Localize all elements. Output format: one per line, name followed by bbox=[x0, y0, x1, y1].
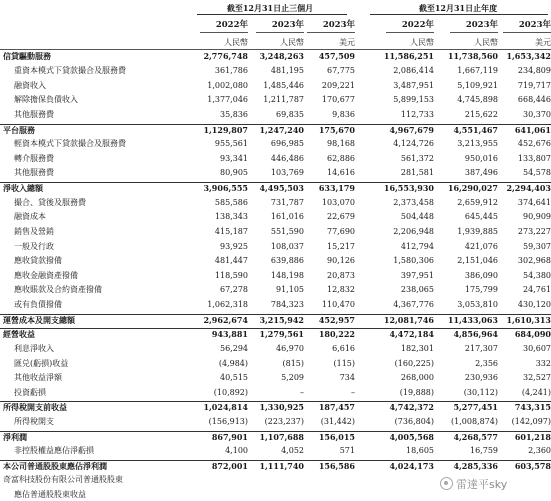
row-value: 90,126 bbox=[327, 256, 355, 266]
year-rule-1 bbox=[256, 32, 304, 33]
row-label: 運營成本及開支總額 bbox=[3, 314, 75, 325]
table-row bbox=[0, 314, 551, 327]
row-value: (4,241) bbox=[521, 387, 551, 397]
row-value: 217,307 bbox=[464, 343, 498, 353]
table-row bbox=[0, 416, 551, 428]
table-row bbox=[0, 460, 551, 473]
year-rule-0 bbox=[200, 32, 248, 33]
row-value: 1,610,313 bbox=[506, 314, 551, 325]
row-label: 奇富科技股份有限公司普通股股東 bbox=[3, 475, 123, 485]
row-value: 11,586,251 bbox=[383, 50, 434, 61]
row-value: 4,052 bbox=[281, 446, 304, 456]
year-rule-5 bbox=[503, 32, 551, 33]
row-value: 641,061 bbox=[514, 124, 551, 135]
row-value: 6,616 bbox=[332, 343, 355, 353]
row-value: (30,112) bbox=[463, 387, 498, 397]
row-value: 2,360 bbox=[528, 446, 551, 456]
row-value: 16,553,930 bbox=[383, 183, 434, 194]
row-value: 3,215,942 bbox=[259, 314, 304, 325]
row-value: 2,206,948 bbox=[393, 226, 434, 236]
row-value: 62,886 bbox=[327, 153, 355, 163]
table-row bbox=[0, 358, 551, 370]
row-label: 非控股權益應佔淨虧損 bbox=[14, 446, 94, 456]
row-value: 950,016 bbox=[464, 153, 498, 163]
row-label: 應佔普通股股東收益 bbox=[14, 490, 86, 500]
year-header-2: 2023年 bbox=[322, 20, 355, 30]
row-value: 1,129,807 bbox=[203, 124, 248, 135]
row-value: 1,653,342 bbox=[506, 50, 551, 61]
row-value: 2,659,912 bbox=[457, 197, 498, 207]
row-value: 209,221 bbox=[321, 80, 355, 90]
table-row bbox=[0, 94, 551, 106]
table-row bbox=[0, 109, 551, 121]
row-value: 22,679 bbox=[327, 212, 355, 222]
row-value: 273,227 bbox=[517, 226, 551, 236]
table-row bbox=[0, 328, 551, 341]
row-value: (223,237) bbox=[264, 417, 304, 426]
row-value: 1,002,080 bbox=[207, 80, 248, 90]
row-value: 4,495,503 bbox=[259, 183, 304, 194]
row-value: 40,515 bbox=[220, 373, 248, 383]
table-row bbox=[0, 153, 551, 165]
row-value: 98,168 bbox=[327, 139, 355, 149]
table-row bbox=[0, 65, 551, 77]
row-value: 4,472,184 bbox=[389, 329, 434, 340]
table-row bbox=[0, 167, 551, 179]
row-value: 1,107,688 bbox=[259, 431, 304, 442]
row-value: 645,445 bbox=[464, 212, 498, 222]
row-value: 9,836 bbox=[332, 109, 355, 119]
row-value: 734 bbox=[339, 373, 355, 383]
row-value: 138,343 bbox=[214, 212, 248, 222]
table-row bbox=[0, 51, 551, 63]
row-value: 452,957 bbox=[318, 314, 355, 325]
row-value: 268,000 bbox=[400, 373, 434, 383]
row-value: 18,605 bbox=[406, 446, 434, 456]
row-value: 481,195 bbox=[270, 66, 304, 76]
row-value: 955,561 bbox=[214, 139, 248, 149]
row-value: 2,151,046 bbox=[457, 256, 498, 266]
row-value: 5,899,153 bbox=[393, 95, 434, 105]
row-label: 所得稅開支 bbox=[14, 417, 54, 426]
row-value: (4,984) bbox=[218, 358, 248, 368]
row-label: 淨收入總額 bbox=[3, 183, 43, 194]
row-label: 所得稅開支前收益 bbox=[3, 402, 67, 413]
group-header-year: 截至12月31日止年度 bbox=[418, 3, 498, 13]
row-value: 4,268,577 bbox=[453, 431, 498, 442]
row-value: 67,278 bbox=[220, 285, 248, 295]
row-value: 551,590 bbox=[270, 226, 304, 236]
row-label: 融資收入 bbox=[14, 80, 46, 90]
row-value: 332 bbox=[535, 358, 551, 368]
row-value: (10,892) bbox=[213, 387, 248, 397]
row-value: 719,717 bbox=[517, 80, 551, 90]
currency-header-0: 人民幣 bbox=[224, 38, 248, 47]
row-value: 1,111,740 bbox=[259, 460, 304, 471]
row-value: 421,076 bbox=[464, 241, 498, 251]
year-rule-4 bbox=[450, 32, 498, 33]
row-label: 或有負債撥備 bbox=[14, 300, 62, 310]
table-row bbox=[0, 431, 551, 444]
row-value: 182,301 bbox=[400, 343, 434, 353]
row-value: 175,670 bbox=[318, 124, 355, 135]
row-value: 230,936 bbox=[464, 373, 498, 383]
table-row bbox=[0, 387, 551, 399]
row-value: 2,294,403 bbox=[506, 183, 551, 194]
table-row bbox=[0, 124, 551, 137]
row-value: 11,433,063 bbox=[447, 314, 498, 325]
row-value: 387,496 bbox=[464, 168, 498, 178]
table-row bbox=[0, 182, 551, 195]
row-value: 20,873 bbox=[327, 270, 355, 280]
row-value: 281,581 bbox=[400, 168, 434, 178]
row-value: 1,377,046 bbox=[207, 95, 248, 105]
row-value: 234,809 bbox=[517, 66, 551, 76]
table-row bbox=[0, 226, 551, 238]
row-value: 4,967,679 bbox=[389, 124, 434, 135]
row-value: 133,807 bbox=[517, 153, 551, 163]
row-value: – bbox=[351, 387, 355, 397]
row-value: 4,100 bbox=[225, 446, 248, 456]
row-value: (31,442) bbox=[320, 417, 355, 426]
row-value: 784,323 bbox=[270, 300, 304, 310]
row-value: 16,290,027 bbox=[447, 183, 498, 194]
row-value: 2,776,748 bbox=[203, 50, 248, 61]
row-value: 148,198 bbox=[270, 270, 304, 280]
row-label: 融資成本 bbox=[14, 212, 46, 222]
row-value: 1,580,306 bbox=[393, 256, 434, 266]
row-value: 5,109,921 bbox=[457, 80, 498, 90]
table-row bbox=[0, 270, 551, 282]
row-value: 4,745,898 bbox=[457, 95, 498, 105]
row-value: (19,888) bbox=[399, 387, 434, 397]
group-rule-year bbox=[370, 14, 548, 15]
row-value: – bbox=[300, 387, 304, 397]
year-rule-2 bbox=[307, 32, 355, 33]
watermark bbox=[440, 476, 507, 492]
row-value: 93,925 bbox=[220, 241, 248, 251]
currency-header-4: 人民幣 bbox=[474, 38, 498, 47]
year-rule-3 bbox=[386, 32, 434, 33]
row-value: 175,799 bbox=[464, 285, 498, 295]
row-value: 2,356 bbox=[475, 358, 498, 368]
row-label: 平台服務 bbox=[3, 124, 35, 135]
row-value: 684,090 bbox=[514, 329, 551, 340]
row-label: 撮合、貸後及服務費 bbox=[14, 197, 86, 207]
row-value: 2,086,414 bbox=[393, 66, 434, 76]
row-value: (1,008,874) bbox=[451, 417, 498, 426]
group-header-quarter: 截至12月31日止三個月 bbox=[226, 3, 314, 13]
year-header-5: 2023年 bbox=[518, 20, 551, 30]
row-label: 利息淨收入 bbox=[14, 343, 54, 353]
table-row bbox=[0, 255, 551, 267]
table-row bbox=[0, 401, 551, 414]
row-value: 11,738,560 bbox=[447, 50, 498, 61]
table-row bbox=[0, 197, 551, 209]
currency-header-1: 人民幣 bbox=[280, 38, 304, 47]
row-value: 156,586 bbox=[318, 460, 355, 471]
year-header-4: 2023年 bbox=[465, 20, 498, 30]
row-value: 103,070 bbox=[321, 197, 355, 207]
table-row bbox=[0, 372, 551, 384]
row-value: 103,769 bbox=[270, 168, 304, 178]
row-value: 446,486 bbox=[270, 153, 304, 163]
row-value: 872,001 bbox=[211, 460, 248, 471]
row-label: 銷售及營銷 bbox=[14, 226, 54, 236]
table-row bbox=[0, 284, 551, 296]
row-value: 3,213,955 bbox=[457, 139, 498, 149]
row-value: 867,901 bbox=[211, 431, 248, 442]
row-value: 4,742,372 bbox=[389, 402, 434, 413]
row-value: 3,906,555 bbox=[203, 183, 248, 194]
weibo-logo-icon bbox=[440, 477, 453, 490]
row-value: 1,024,814 bbox=[203, 402, 248, 413]
year-header-0: 2022年 bbox=[215, 20, 248, 30]
row-value: 4,285,336 bbox=[453, 460, 498, 471]
row-value: 603,578 bbox=[514, 460, 551, 471]
row-value: 3,053,810 bbox=[457, 300, 498, 310]
row-value: 585,586 bbox=[214, 197, 248, 207]
row-value: 156,015 bbox=[318, 431, 355, 442]
row-value: 302,968 bbox=[517, 256, 551, 266]
row-value: 215,622 bbox=[464, 109, 498, 119]
row-value: 1,279,561 bbox=[259, 329, 304, 340]
row-value: 170,677 bbox=[321, 95, 355, 105]
row-value: 4,024,173 bbox=[389, 460, 434, 471]
row-value: (142,097) bbox=[511, 417, 551, 426]
row-value: 571 bbox=[339, 446, 355, 456]
row-label: 轉介服務費 bbox=[14, 153, 54, 163]
row-value: 112,733 bbox=[400, 109, 434, 119]
row-value: 91,105 bbox=[276, 285, 304, 295]
row-value: 4,367,776 bbox=[393, 300, 434, 310]
row-value: 668,446 bbox=[517, 95, 551, 105]
row-value: 374,641 bbox=[517, 197, 551, 207]
row-label: 其他收益淨額 bbox=[14, 373, 62, 383]
row-value: 46,970 bbox=[276, 343, 304, 353]
row-value: 743,315 bbox=[514, 402, 551, 413]
row-value: 54,578 bbox=[523, 168, 551, 178]
row-value: 430,120 bbox=[517, 300, 551, 310]
row-value: 415,187 bbox=[214, 226, 248, 236]
row-label: 重資本模式下貸款撮合及服務費 bbox=[14, 66, 126, 76]
row-value: 15,217 bbox=[327, 241, 355, 251]
row-value: 1,247,240 bbox=[259, 124, 304, 135]
table-row bbox=[0, 445, 551, 457]
row-value: 4,005,568 bbox=[389, 431, 434, 442]
row-value: 696,985 bbox=[270, 139, 304, 149]
row-value: 4,856,964 bbox=[453, 329, 498, 340]
row-label: 本公司普通股股東應佔淨利潤 bbox=[3, 460, 107, 471]
row-value: 1,211,787 bbox=[263, 95, 304, 105]
group-rule-quarter bbox=[197, 14, 347, 15]
row-value: 59,307 bbox=[523, 241, 551, 251]
row-value: 1,939,885 bbox=[457, 226, 498, 236]
row-value: 16,759 bbox=[470, 446, 498, 456]
row-value: 80,905 bbox=[220, 168, 248, 178]
row-value: 187,457 bbox=[318, 402, 355, 413]
row-value: 731,787 bbox=[270, 197, 304, 207]
table-row bbox=[0, 299, 551, 311]
row-value: 35,836 bbox=[220, 109, 248, 119]
row-value: 118,590 bbox=[214, 270, 248, 280]
row-value: 12,832 bbox=[327, 285, 355, 295]
row-value: (815) bbox=[282, 358, 304, 368]
row-value: 32,527 bbox=[523, 373, 551, 383]
row-value: 110,470 bbox=[321, 300, 355, 310]
row-label: 信貸驅動服務 bbox=[3, 50, 51, 61]
row-value: (160,225) bbox=[394, 358, 434, 368]
row-value: 5,277,451 bbox=[453, 402, 498, 413]
table-row bbox=[0, 241, 551, 253]
row-value: 12,081,746 bbox=[383, 314, 434, 325]
row-value: 412,794 bbox=[400, 241, 434, 251]
row-value: 504,448 bbox=[400, 212, 434, 222]
row-value: 3,487,951 bbox=[393, 80, 434, 90]
row-value: 67,775 bbox=[327, 66, 355, 76]
row-label: 一般及行政 bbox=[14, 241, 54, 251]
row-value: 633,179 bbox=[318, 183, 355, 194]
row-label: 解除擔保負債收入 bbox=[14, 95, 78, 105]
row-value: 1,062,318 bbox=[207, 300, 248, 310]
currency-header-3: 人民幣 bbox=[410, 38, 434, 47]
row-value: 90,909 bbox=[523, 212, 551, 222]
row-value: 386,090 bbox=[464, 270, 498, 280]
row-value: 3,248,263 bbox=[259, 50, 304, 61]
row-value: 2,373,458 bbox=[393, 197, 434, 207]
row-label: 淨利潤 bbox=[3, 431, 27, 442]
row-value: 69,835 bbox=[276, 109, 304, 119]
table-row bbox=[0, 211, 551, 223]
year-header-1: 2023年 bbox=[271, 20, 304, 30]
row-value: (736,804) bbox=[394, 417, 434, 426]
row-value: 1,485,446 bbox=[263, 80, 304, 90]
year-header-3: 2022年 bbox=[401, 20, 434, 30]
row-value: 639,886 bbox=[270, 256, 304, 266]
row-value: (156,913) bbox=[208, 417, 248, 426]
row-value: 56,294 bbox=[220, 343, 248, 353]
row-label: 應收貸款撥備 bbox=[14, 256, 62, 266]
row-label: 其他服務費 bbox=[14, 109, 54, 119]
watermark-text: 雷達平sky bbox=[456, 478, 508, 491]
row-value: (115) bbox=[333, 358, 355, 368]
row-label: 匯兑(虧損)收益 bbox=[14, 358, 69, 368]
row-value: 457,509 bbox=[318, 50, 355, 61]
row-value: 108,037 bbox=[270, 241, 304, 251]
row-value: 238,065 bbox=[400, 285, 434, 295]
row-value: 24,761 bbox=[523, 285, 551, 295]
row-value: 180,222 bbox=[318, 329, 355, 340]
row-value: 30,370 bbox=[523, 109, 551, 119]
row-value: 77,690 bbox=[327, 226, 355, 236]
row-value: 161,016 bbox=[270, 212, 304, 222]
row-value: 361,786 bbox=[214, 66, 248, 76]
row-label: 應收金融資產撥備 bbox=[14, 270, 78, 280]
row-value: 30,607 bbox=[523, 343, 551, 353]
row-value: 397,951 bbox=[400, 270, 434, 280]
row-value: 601,218 bbox=[514, 431, 551, 442]
row-value: 14,616 bbox=[327, 168, 355, 178]
row-value: 1,330,925 bbox=[259, 402, 304, 413]
row-value: 4,124,726 bbox=[393, 139, 434, 149]
row-value: 943,881 bbox=[211, 329, 248, 340]
row-value: 1,667,119 bbox=[457, 66, 498, 76]
table-row bbox=[0, 80, 551, 92]
currency-header-2: 美元 bbox=[339, 38, 355, 47]
row-label: 輕資本模式下貸款撮合及服務費 bbox=[14, 139, 126, 149]
row-label: 應收賬款及合約資產撥備 bbox=[14, 285, 102, 295]
row-label: 投資虧損 bbox=[14, 387, 46, 397]
row-value: 2,962,674 bbox=[203, 314, 248, 325]
row-value: 481,447 bbox=[214, 256, 248, 266]
row-value: 452,676 bbox=[517, 139, 551, 149]
row-value: 561,372 bbox=[400, 153, 434, 163]
row-value: 93,341 bbox=[220, 153, 248, 163]
row-value: 4,551,467 bbox=[453, 124, 498, 135]
table-row bbox=[0, 138, 551, 150]
currency-header-5: 美元 bbox=[535, 38, 551, 47]
row-label: 經營收益 bbox=[3, 329, 35, 340]
row-value: 5,209 bbox=[281, 373, 304, 383]
table-row bbox=[0, 343, 551, 355]
row-label: 其他服務費 bbox=[14, 168, 54, 178]
row-value: 54,380 bbox=[523, 270, 551, 280]
